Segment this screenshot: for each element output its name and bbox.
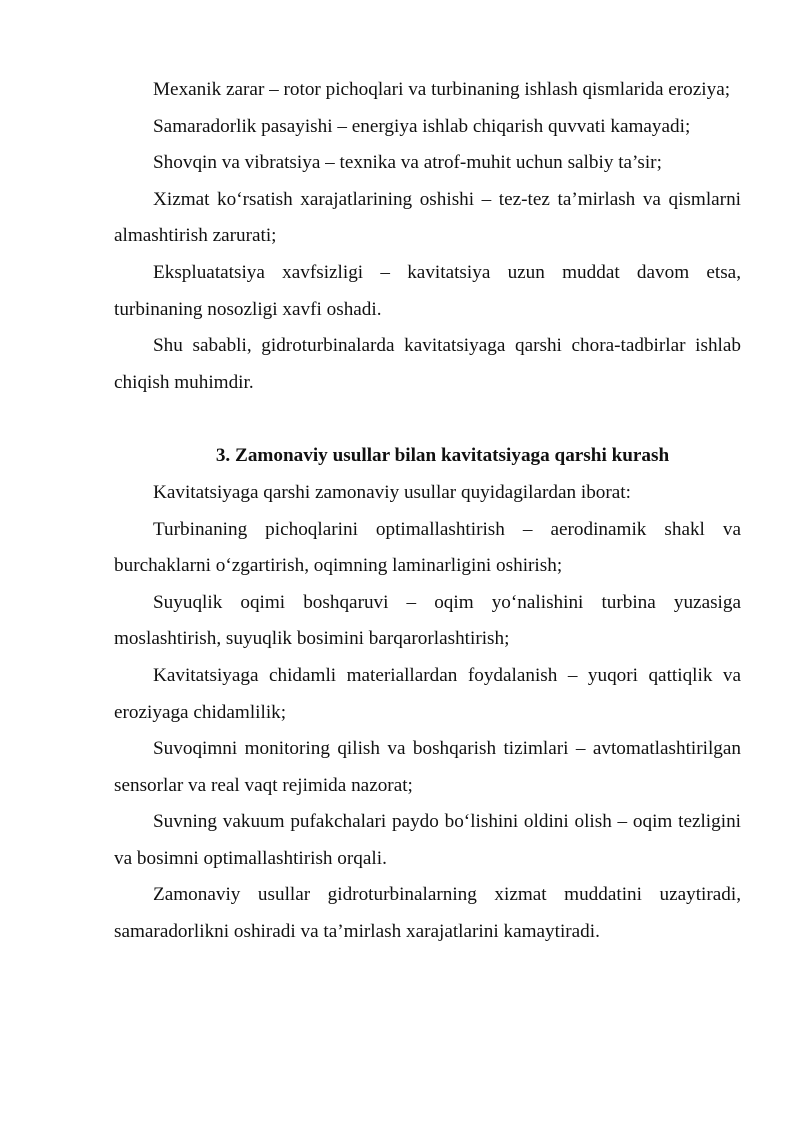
paragraph-monitoring-systems: Suvoqimni monitoring qilish va boshqarish tizimlari – avtomatlashtirilgan sensorlar va real vaqt rejimida nazorat;	[114, 738, 741, 796]
paragraph-conclusion: Shu sababli, gidroturbinalarda kavitatsiyaga qarshi chora-tadbirlar ishlab chiqish muhimdir.	[114, 335, 741, 393]
paragraph-blade-optimization: Turbinaning pichoqlarini optimallashtirish – aerodinamik shakl va burchaklarni o‘zgartirish, oqimning laminarligini oshirish;	[114, 518, 741, 577]
paragraph-vacuum-bubbles: Suvning vakuum pufakchalari paydo bo‘lishini oldini olish – oqim tezligini va bosimni optimallashtirish orqali.	[114, 811, 741, 869]
paragraph-operational-safety: Ekspluatatsiya xavfsizligi – kavitatsiya uzun muddat davom etsa, turbinaning nosozligi xavfi oshadi.	[114, 261, 741, 320]
paragraph-service-costs: Xizmat ko‘rsatish xarajatlarining oshishi – tez-tez ta’mirlash va qismlarni almashtirish zarurati;	[114, 188, 741, 247]
document-page	[114, 72, 741, 951]
paragraph-flow-control: Suyuqlik oqimi boshqaruvi – oqim yo‘nalishini turbina yuzasiga moslashtirish, suyuqlik bosimini barqarorlashtirish;	[114, 591, 741, 650]
paragraph-resistant-materials: Kavitatsiyaga chidamli materiallardan foydalanish – yuqori qattiqlik va eroziyaga chidamlilik;	[114, 664, 741, 723]
paragraph-methods-intro: Kavitatsiyaga qarshi zamonaviy usullar quyidagilardan iborat:	[153, 481, 631, 503]
paragraph-summary: Zamonaviy usullar gidroturbinalarning xizmat muddatini uzaytiradi, samaradorlikni oshiradi va ta’mirlash xarajatlarini kamaytiradi.	[114, 884, 741, 943]
paragraph-noise-vibration: Shovqin va vibratsiya – texnika va atrof-muhit uchun salbiy ta’sir;	[153, 152, 662, 174]
paragraph-efficiency-decrease: Samaradorlik pasayishi – energiya ishlab chiqarish quvvati kamayadi;	[153, 115, 691, 137]
section-spacer	[114, 401, 741, 438]
section-heading: 3. Zamonaviy usullar bilan kavitatsiyaga qarshi kurash	[215, 445, 670, 467]
paragraph-mechanical-damage: Mexanik zarar – rotor pichoqlari va turbinaning ishlash qismlarida eroziya;	[153, 79, 731, 100]
